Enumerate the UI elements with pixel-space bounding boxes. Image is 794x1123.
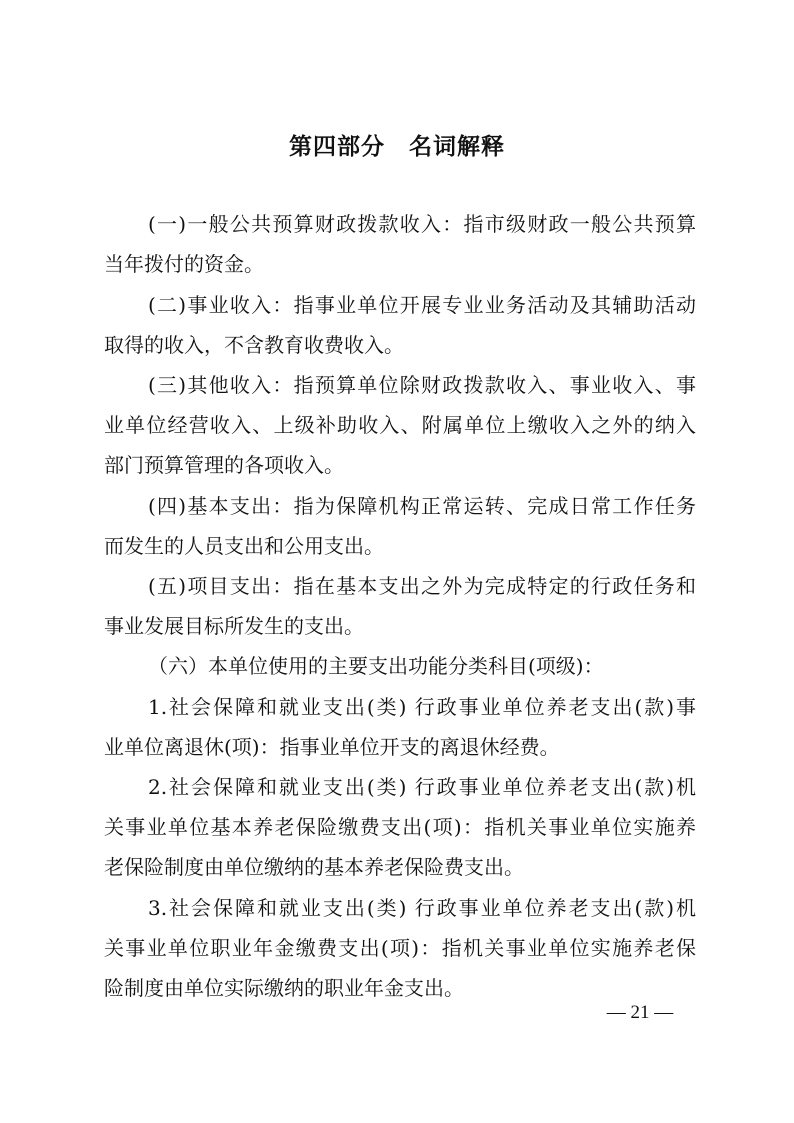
paragraph-line: (一)一般公共预算财政拨款收入：指市级财政一般公共预算 [148,212,696,236]
paragraph-line: (二)事业收入：指事业单位开展专业业务活动及其辅助活动 [148,293,696,317]
page-number: — 21 — [606,1002,674,1023]
paragraph-line: 2.社会保障和就业支出(类) 行政事业单位养老支出(款)机 [148,775,696,799]
paragraph-line: 关事业单位基本养老保险缴费支出(项)：指机关事业单位实施养 [104,815,696,839]
paragraph-line: （六）本单位使用的主要支出功能分类科目(项级)： [148,654,604,678]
paragraph-line: 1.社会保障和就业支出(类) 行政事业单位养老支出(款)事 [148,695,696,719]
paragraph-line: 险制度由单位实际缴纳的职业年金支出。 [104,976,464,1000]
paragraph-line: 而发生的人员支出和公用支出。 [104,534,384,558]
paragraph-line: (五)项目支出：指在基本支出之外为完成特定的行政任务和 [148,574,696,598]
page-title: 第四部分 名词解释 [289,134,505,160]
paragraph-line: 部门预算管理的各项收入。 [104,453,344,477]
paragraph-line: 老保险制度由单位缴纳的基本养老保险费支出。 [104,855,524,879]
paragraph-line: (三)其他收入：指预算单位除财政拨款收入、事业收入、事 [148,373,696,397]
paragraph-line: 取得的收入，不含教育收费收入。 [104,333,404,357]
paragraph-line: 事业发展目标所发生的支出。 [104,614,364,638]
paragraph-line: 3.社会保障和就业支出(类) 行政事业单位养老支出(款)机 [148,896,696,920]
paragraph-line: (四)基本支出：指为保障机构正常运转、完成日常工作任务 [148,494,696,518]
paragraph-line: 当年拨付的资金。 [104,252,264,276]
paragraph-line: 业单位经营收入、上级补助收入、附属单位上缴收入之外的纳入 [104,413,696,437]
paragraph-line: 业单位离退休(项)：指事业单位开支的离退休经费。 [104,735,560,759]
paragraph-line: 关事业单位职业年金缴费支出(项)：指机关事业单位实施养老保 [104,936,696,960]
